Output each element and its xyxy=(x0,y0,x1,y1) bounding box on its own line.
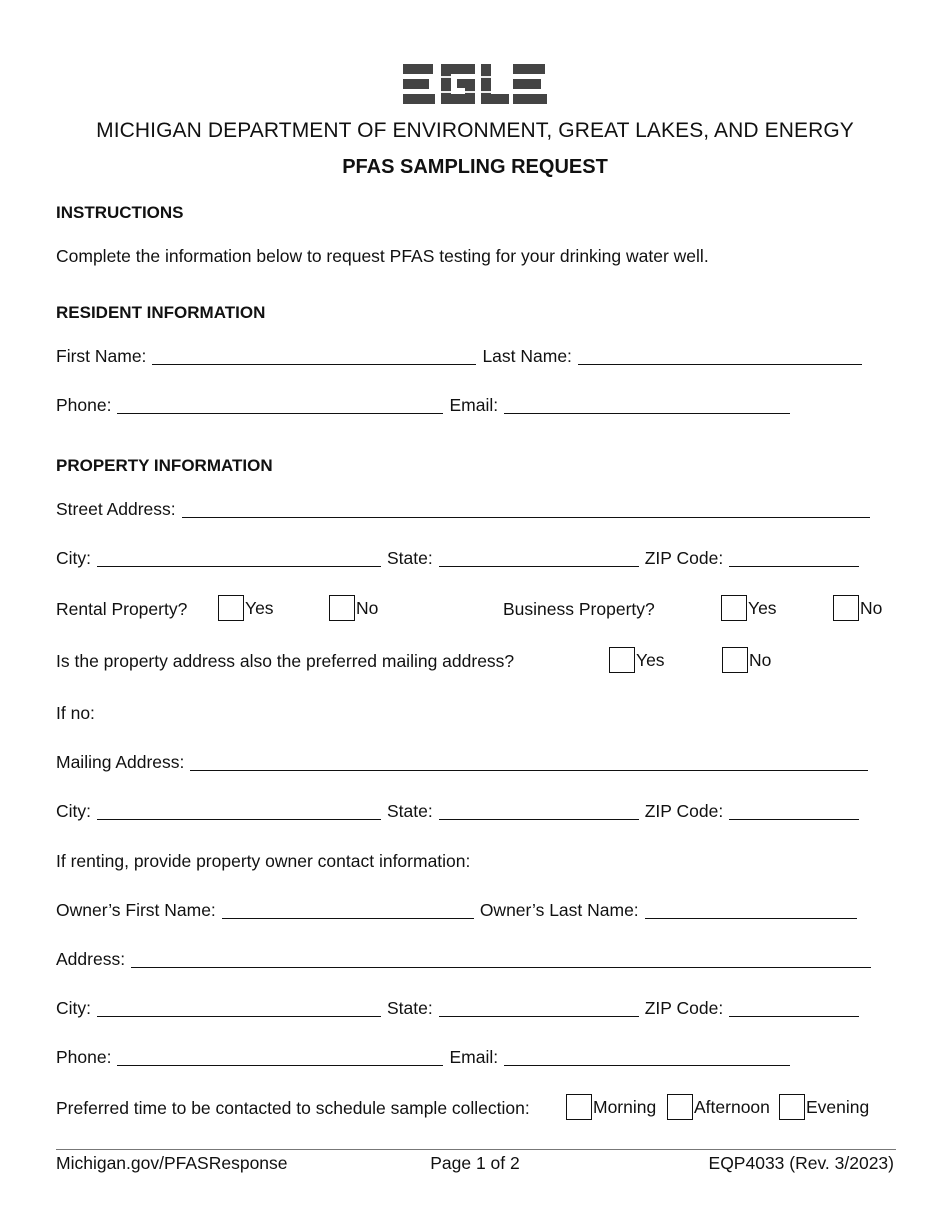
first-name-field[interactable] xyxy=(152,348,476,365)
first-name-label: First Name: xyxy=(56,346,147,366)
rental-no-checkbox[interactable] xyxy=(329,595,355,621)
street-address-label: Street Address: xyxy=(56,499,176,519)
mailing-no-checkbox[interactable] xyxy=(722,647,748,673)
rental-no-label: No xyxy=(356,597,379,618)
footer-page-number: Page 1 of 2 xyxy=(430,1153,520,1173)
owner-phone-label: Phone: xyxy=(56,1047,112,1067)
business-no-option[interactable] xyxy=(833,595,882,621)
property-heading: PROPERTY INFORMATION xyxy=(56,456,273,475)
mailing-yes-label: Yes xyxy=(636,649,665,670)
phone-field[interactable] xyxy=(117,397,443,414)
instructions-heading: INSTRUCTIONS xyxy=(56,203,184,222)
mailing-address-question: Is the property address also the preferred mailing address? xyxy=(56,651,515,671)
mailing-address-label: Mailing Address: xyxy=(56,752,185,772)
business-no-checkbox[interactable] xyxy=(833,595,859,621)
egle-logo xyxy=(0,62,950,106)
resident-heading: RESIDENT INFORMATION xyxy=(56,303,266,322)
rental-yes-label: Yes xyxy=(245,597,274,618)
owner-first-name-label: Owner’s First Name: xyxy=(56,900,216,920)
form-title: PFAS SAMPLING REQUEST xyxy=(342,156,608,178)
mailing-yes-option[interactable] xyxy=(609,647,665,673)
zip-field[interactable] xyxy=(729,550,859,567)
business-yes-option[interactable] xyxy=(721,595,777,621)
owner-zip-label: ZIP Code: xyxy=(644,998,724,1018)
owner-state-field[interactable] xyxy=(439,1000,639,1017)
owner-phone-field[interactable] xyxy=(117,1049,443,1066)
owner-email-field[interactable] xyxy=(504,1049,790,1066)
owner-last-name-label: Owner’s Last Name: xyxy=(479,900,639,920)
mailing-no-label: No xyxy=(749,649,772,670)
phone-label: Phone: xyxy=(56,395,112,415)
city-label: City: xyxy=(56,548,91,568)
rental-no-option[interactable] xyxy=(329,595,378,621)
owner-city-row xyxy=(56,998,859,1019)
mailing-address-row xyxy=(56,752,868,773)
evening-label: Evening xyxy=(806,1096,870,1117)
zip-label: ZIP Code: xyxy=(644,548,724,568)
resident-contact-row xyxy=(56,395,790,416)
business-yes-label: Yes xyxy=(748,597,777,618)
business-property-question: Business Property? xyxy=(503,599,655,619)
owner-city-field[interactable] xyxy=(97,1000,381,1017)
mailing-city-label: City: xyxy=(56,801,91,821)
city-field[interactable] xyxy=(97,550,381,567)
email-label: Email: xyxy=(449,395,499,415)
owner-address-label: Address: xyxy=(56,949,126,969)
mailing-zip-field[interactable] xyxy=(729,803,859,820)
mailing-no-option[interactable] xyxy=(722,647,771,673)
evening-option[interactable] xyxy=(779,1094,869,1120)
owner-email-label: Email: xyxy=(449,1047,499,1067)
morning-label: Morning xyxy=(593,1096,657,1117)
morning-option[interactable] xyxy=(566,1094,656,1120)
afternoon-option[interactable] xyxy=(667,1094,770,1120)
mailing-city-field[interactable] xyxy=(97,803,381,820)
street-address-field[interactable] xyxy=(182,501,870,518)
street-address-row xyxy=(56,499,870,520)
owner-first-name-field[interactable] xyxy=(222,902,474,919)
rental-property-question: Rental Property? xyxy=(56,599,188,619)
if-renting-label: If renting, provide property owner contact information: xyxy=(56,851,471,871)
email-field[interactable] xyxy=(504,397,790,414)
last-name-field[interactable] xyxy=(578,348,862,365)
owner-contact-row xyxy=(56,1047,790,1068)
owner-city-label: City: xyxy=(56,998,91,1018)
morning-checkbox[interactable] xyxy=(566,1094,592,1120)
mailing-zip-label: ZIP Code: xyxy=(644,801,724,821)
business-no-label: No xyxy=(860,597,883,618)
footer-website[interactable]: Michigan.gov/PFASResponse xyxy=(56,1153,288,1173)
owner-state-label: State: xyxy=(387,998,433,1018)
owner-address-field[interactable] xyxy=(131,951,871,968)
last-name-label: Last Name: xyxy=(482,346,572,366)
state-field[interactable] xyxy=(439,550,639,567)
owner-address-row xyxy=(56,949,871,970)
owner-name-row xyxy=(56,900,857,921)
resident-name-row xyxy=(56,346,862,367)
mailing-state-field[interactable] xyxy=(439,803,639,820)
rental-yes-checkbox[interactable] xyxy=(218,595,244,621)
state-label: State: xyxy=(387,548,433,568)
afternoon-label: Afternoon xyxy=(694,1096,770,1117)
evening-checkbox[interactable] xyxy=(779,1094,805,1120)
afternoon-checkbox[interactable] xyxy=(667,1094,693,1120)
mailing-yes-checkbox[interactable] xyxy=(609,647,635,673)
mailing-state-label: State: xyxy=(387,801,433,821)
if-no-label: If no: xyxy=(56,703,95,723)
owner-zip-field[interactable] xyxy=(729,1000,859,1017)
rental-yes-option[interactable] xyxy=(218,595,274,621)
preferred-time-question: Preferred time to be contacted to schedule sample collection: xyxy=(56,1098,530,1118)
egle-logo-mark xyxy=(403,62,547,106)
mailing-address-field[interactable] xyxy=(190,754,868,771)
business-yes-checkbox[interactable] xyxy=(721,595,747,621)
footer-form-id: EQP4033 (Rev. 3/2023) xyxy=(708,1153,894,1173)
footer-divider xyxy=(56,1149,896,1150)
owner-last-name-field[interactable] xyxy=(645,902,857,919)
property-city-row xyxy=(56,548,859,569)
instructions-text: Complete the information below to request PFAS testing for your drinking water well. xyxy=(56,246,709,266)
mailing-city-row xyxy=(56,801,859,822)
agency-name: MICHIGAN DEPARTMENT OF ENVIRONMENT, GREAT LAKES, AND ENERGY xyxy=(96,119,854,142)
